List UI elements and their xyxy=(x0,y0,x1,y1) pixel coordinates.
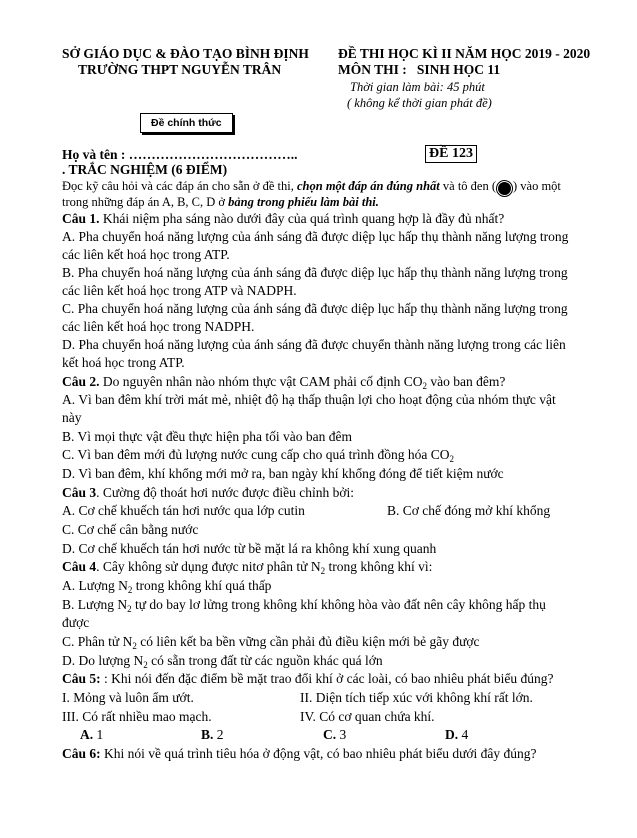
q2-text-end: vào ban đêm? xyxy=(427,374,506,389)
exam-title: ĐỀ THI HỌC KÌ II NĂM HỌC 2019 - 2020 xyxy=(338,46,591,61)
q2-text: Do nguyên nhân nào nhóm thực vật CAM phải cố định CO xyxy=(99,374,423,389)
q4-option-a xyxy=(62,578,271,594)
department-name: SỞ GIÁO DỤC & ĐÀO TẠO BÌNH ĐỊNH xyxy=(62,46,309,61)
q1-option-b-line1: B. Pha chuyển hoá năng lượng của ánh sáng đã được diệp lục hấp thụ thành năng lượng trong xyxy=(62,265,568,280)
q4-c-sub: 2 xyxy=(132,641,137,651)
section-title: . TRẮC NGHIỆM (6 ĐIỂM) xyxy=(62,162,228,177)
question-1 xyxy=(62,211,504,227)
exam-code: ĐỀ 123 xyxy=(425,145,477,163)
q2-option-d: D. Vì ban đêm, khí khổng mới mở ra, ban ngày khí khổng đóng để tiết kiệm nước xyxy=(62,466,504,481)
q2-option-a-line2: này xyxy=(62,410,82,425)
q4-text-end: trong không khí vì: xyxy=(325,559,433,574)
q3-option-b: B. Cơ chế đóng mở khí khổng xyxy=(387,503,551,518)
q5-b-val: 2 xyxy=(213,727,224,742)
subject-label: MÔN THI : xyxy=(338,62,407,77)
q3-option-d: D. Cơ chế khuếch tán hơi nước từ bề mặt lá ra không khí xung quanh xyxy=(62,541,437,556)
q3-option-c: C. Cơ chế cân bằng nước xyxy=(62,522,199,537)
q4-c-end: có liên kết ba bền vững cần phải đủ điều kiện mới bẻ gãy được xyxy=(136,634,480,649)
filled-circle-icon xyxy=(496,180,513,197)
q4-b-end: tự do bay lơ lửng trong không khí không hòa vào đất nên cây không hấp thụ xyxy=(131,597,546,612)
q5-d-label: D. xyxy=(445,727,459,742)
q4-label: Câu 4 xyxy=(62,559,97,574)
q2-option-b: B. Vì mọi thực vật đều thực hiện pha tối vào ban đêm xyxy=(62,429,352,444)
q4-option-b-line1 xyxy=(62,597,546,613)
q1-option-a-line2: các liên kết hoá học trong ATP. xyxy=(62,247,230,262)
q4-option-d xyxy=(62,653,383,669)
instr2-part-b: bảng trong phiếu làm bài thi. xyxy=(228,195,379,209)
q4-b-text: B. Lượng N xyxy=(62,597,128,612)
q4-text: . Cây không sử dụng được nitơ phân tử N xyxy=(96,559,321,574)
q1-option-c-line2: các liên kết hoá học trong NADPH. xyxy=(62,319,255,334)
q5-c-label: C. xyxy=(323,727,337,742)
q5-a-label: A. xyxy=(80,727,94,742)
q2-option-c-text: C. Vì ban đêm mới đủ lượng nước cung cấp cho quá trình đồng hóa CO xyxy=(62,447,450,462)
q5-option-a xyxy=(80,727,103,743)
q4-a-text: A. Lượng N xyxy=(62,578,128,593)
q3-option-a: A. Cơ chế khuếch tán hơi nước qua lớp cutin xyxy=(62,503,305,518)
q5-label: Câu 5: xyxy=(62,671,105,686)
q4-text-sub: 2 xyxy=(320,566,326,576)
school-name: TRƯỜNG THPT NGUYỄN TRÂN xyxy=(78,62,282,77)
exam-subject xyxy=(338,62,500,78)
q5-statement-1: I. Mỏng và luôn ẩm ướt. xyxy=(62,690,194,705)
instr-part-d: ) vào một xyxy=(513,179,561,193)
instr-part-a: Đọc kỹ câu hỏi và các đáp án cho sẵn ở đề thi, xyxy=(62,179,297,193)
q4-b-sub: 2 xyxy=(127,604,132,614)
q5-a-val: 1 xyxy=(93,727,104,742)
official-badge: Đề chính thức xyxy=(140,113,233,133)
q5-option-d xyxy=(445,727,468,743)
q4-d-text: D. Do lượng N xyxy=(62,653,144,668)
q2-option-c-sub: 2 xyxy=(449,454,454,464)
q5-option-c xyxy=(323,727,346,743)
q2-label: Câu 2. xyxy=(62,374,100,389)
q2-text-sub: 2 xyxy=(422,381,428,391)
q4-a-end: trong không khí quá thấp xyxy=(132,578,272,593)
q5-statement-4: IV. Có cơ quan chứa khí. xyxy=(300,709,435,724)
q3-text: . Cường độ thoát hơi nước được điều chỉnh bởi: xyxy=(96,485,355,500)
q1-option-c-line1: C. Pha chuyển hoá năng lượng của ánh sáng đã được diệp lục hấp thụ thành năng lượng trong xyxy=(62,301,568,316)
q6-text: Khi nói về quá trình tiêu hóa ở động vật, có bao nhiêu phát biểu dưới đây đúng? xyxy=(100,746,537,761)
question-4 xyxy=(62,559,432,575)
q5-statement-3: III. Có rất nhiều mao mạch. xyxy=(62,709,212,724)
exam-time-note: ( không kể thời gian phát đề) xyxy=(347,96,492,110)
q4-option-c xyxy=(62,634,480,650)
q3-label: Câu 3 xyxy=(62,485,97,500)
q5-b-label: B. xyxy=(201,727,214,742)
instr2-part-a: trong những đáp án A, B, C, D ở xyxy=(62,195,229,209)
q2-option-a-line1: A. Vì ban đêm khí trời mát mẻ, nhiệt độ hạ thấp thuận lợi cho hoạt động của nhóm thực vật xyxy=(62,392,556,407)
q1-option-b-line2: các liên kết hoá học trong ATP và NADPH. xyxy=(62,283,297,298)
q1-option-d-line2: kết hoá học trong ATP. xyxy=(62,355,185,370)
q1-option-a-line1: A. Pha chuyển hoá năng lượng của ánh sáng đã được diệp lục hấp thụ thành năng lượng trong xyxy=(62,229,569,244)
question-6 xyxy=(62,746,537,762)
question-2 xyxy=(62,374,505,390)
q5-text: : Khi nói đến đặc điểm bề mặt trao đổi khí ở các loài, có bao nhiêu phát biểu đúng? xyxy=(104,671,554,686)
q4-d-sub: 2 xyxy=(143,660,148,670)
q4-option-b-line2: được xyxy=(62,615,90,630)
question-3 xyxy=(62,485,354,501)
q4-d-end: có sẵn trong đất từ các nguồn khác quá lớn xyxy=(147,653,383,668)
q1-label: Câu 1. xyxy=(62,211,100,226)
q1-text: Khái niệm pha sáng nào dưới đây của quá trình quang hợp là đầy đủ nhất? xyxy=(99,211,505,226)
q5-statement-2: II. Diện tích tiếp xúc với không khí rất lớn. xyxy=(300,690,533,705)
q6-label: Câu 6: xyxy=(62,746,101,761)
q5-option-b xyxy=(201,727,224,743)
q5-c-val: 3 xyxy=(336,727,347,742)
q5-d-val: 4 xyxy=(458,727,469,742)
q2-option-c xyxy=(62,447,454,463)
student-name-field: Họ và tên : ……………………………….. xyxy=(62,147,298,162)
q4-c-text: C. Phân tử N xyxy=(62,634,133,649)
q1-option-d-line1: D. Pha chuyển hoá năng lượng của ánh sáng đã được chuyển thành năng lượng trong các liên xyxy=(62,337,566,352)
subject-name: SINH HỌC 11 xyxy=(416,62,501,77)
instructions-line2 xyxy=(62,195,379,210)
question-5 xyxy=(62,671,554,687)
exam-time: Thời gian làm bài: 45 phút xyxy=(350,80,485,94)
instr-part-c: và tô đen ( xyxy=(439,179,496,193)
q4-a-sub: 2 xyxy=(127,585,133,595)
instr-part-b: chọn một đáp án đúng nhất xyxy=(297,179,440,193)
